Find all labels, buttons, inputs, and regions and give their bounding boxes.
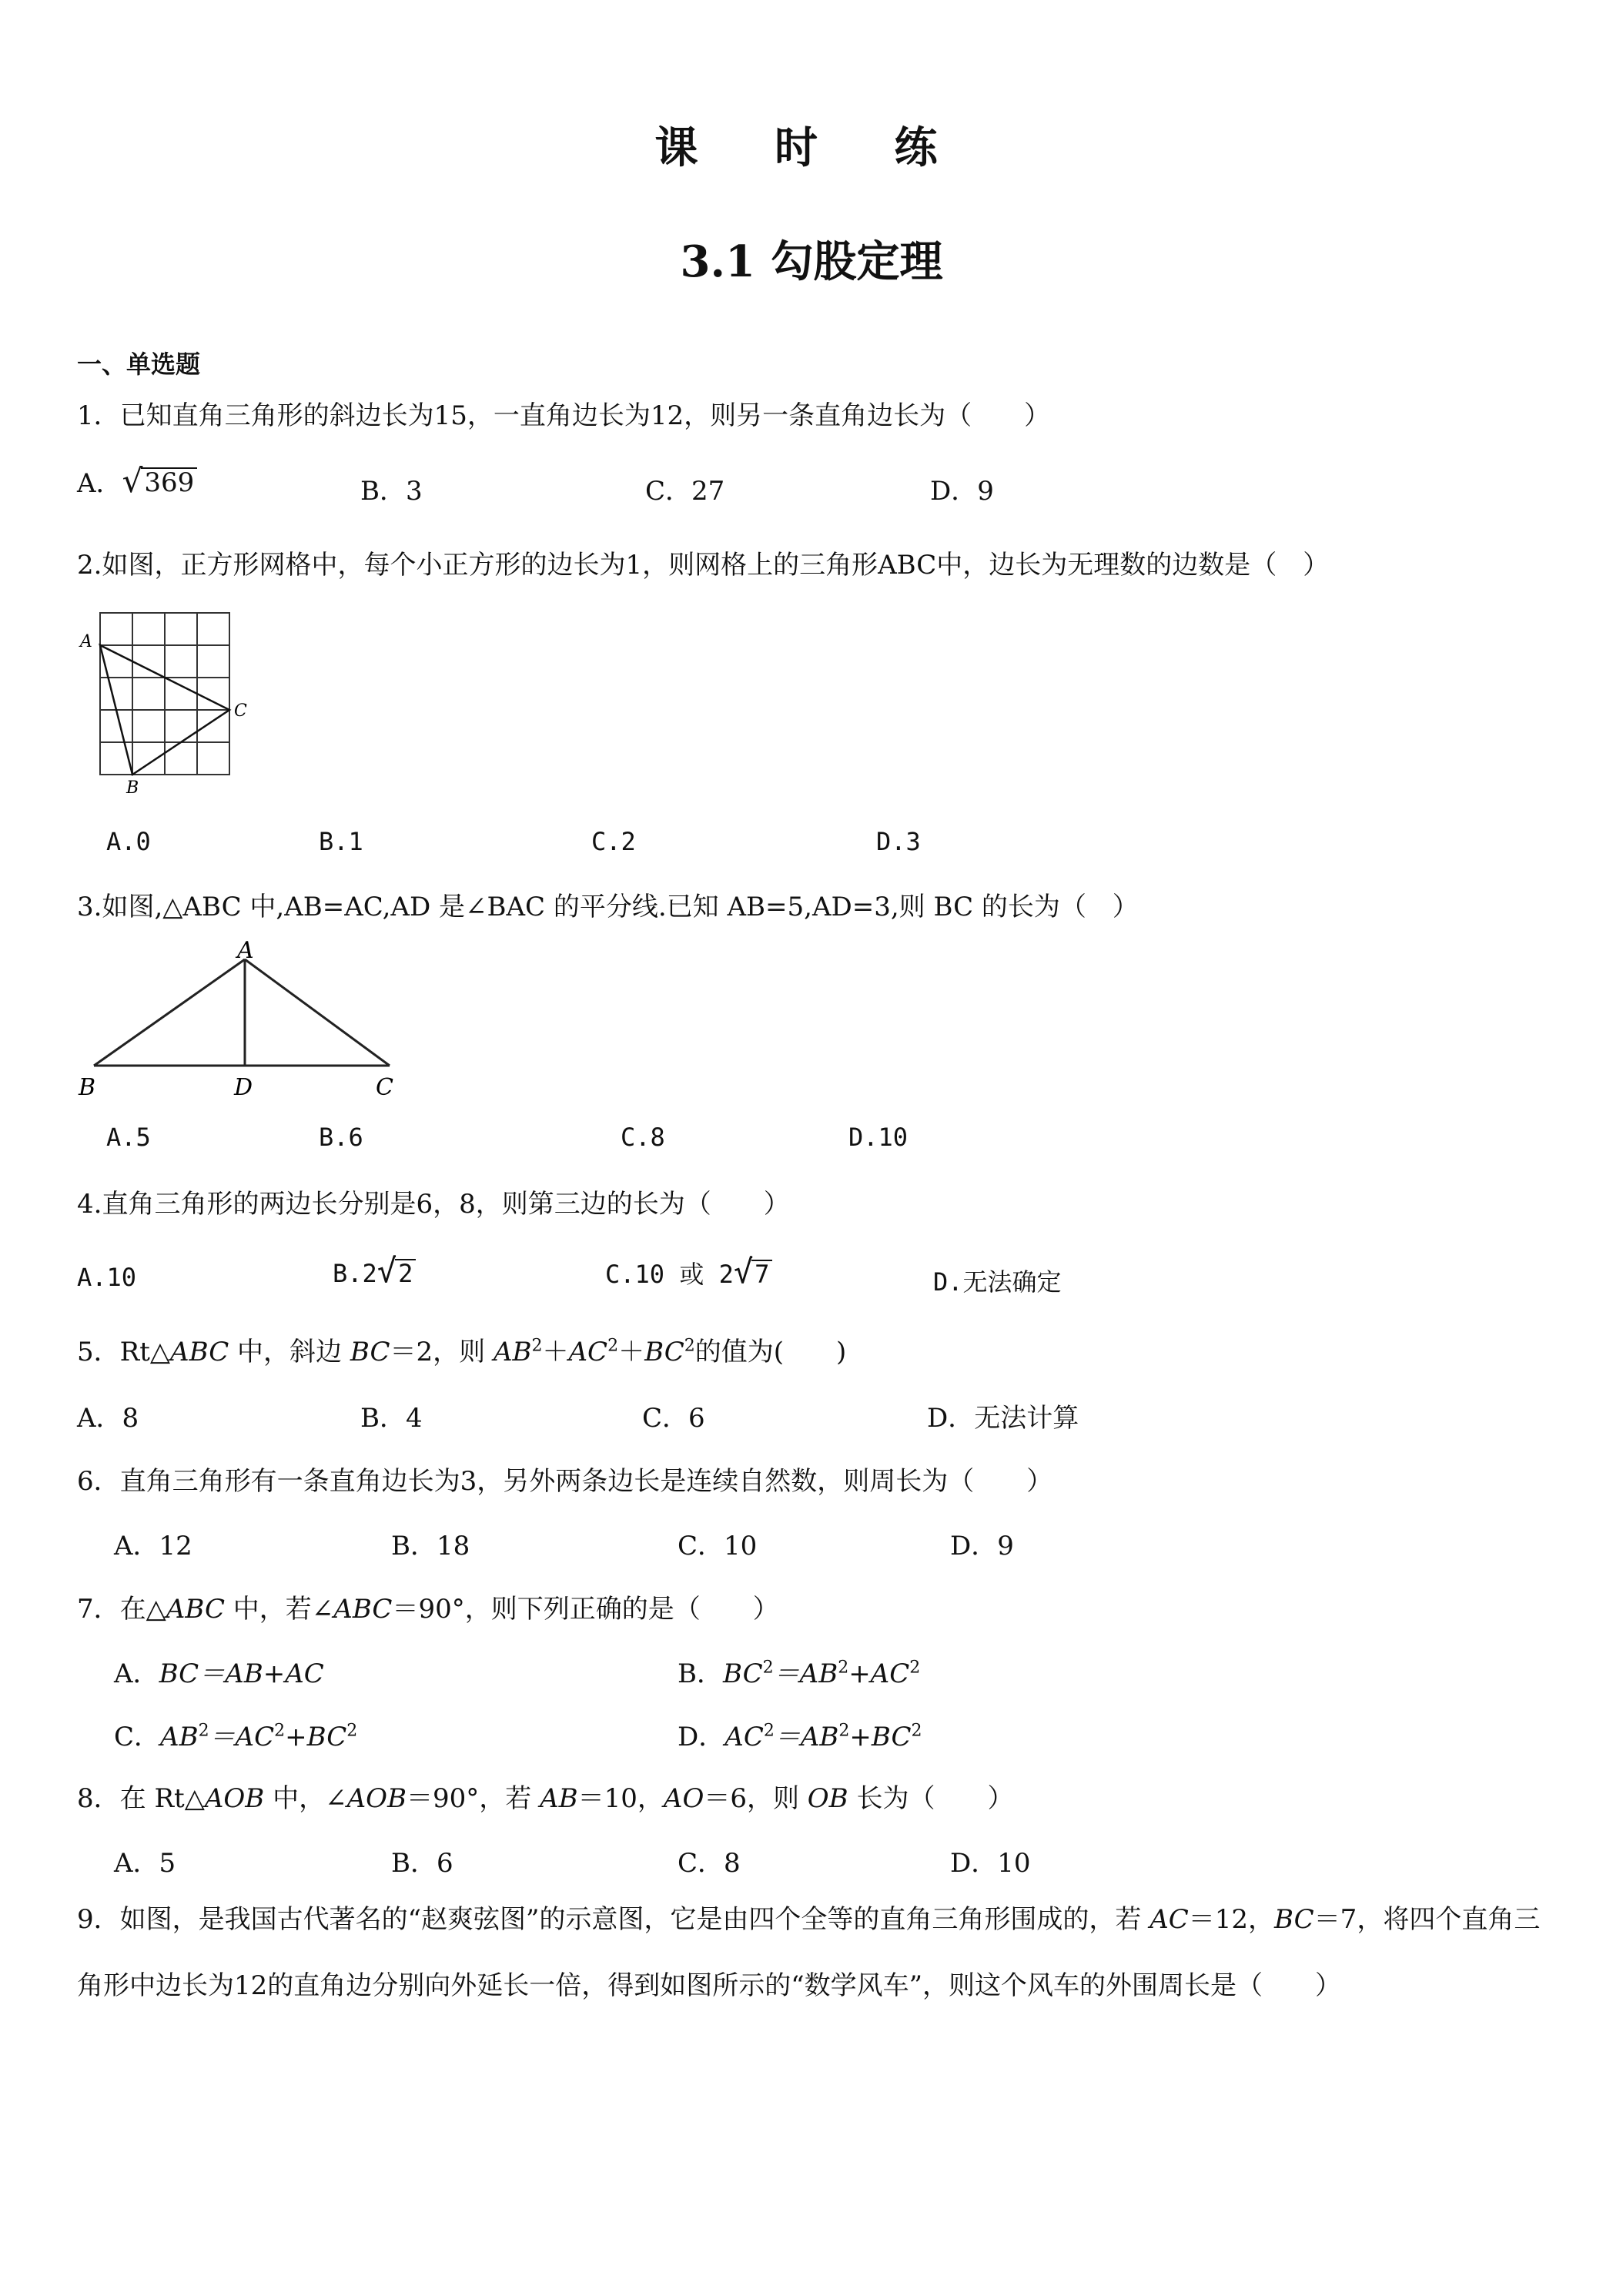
question-7-option-a: A．BC＝AB+AC xyxy=(114,1658,324,1689)
question-7-stem: 7．在△ABC 中，若∠ABC＝90°，则下列正确的是（ ） xyxy=(77,1594,779,1625)
figure-label-c: C xyxy=(234,701,247,721)
grid-triangle-figure xyxy=(74,608,274,798)
question-6-option-d: D．9 xyxy=(950,1531,1014,1561)
question-2-option-a: A.0 xyxy=(106,827,151,856)
question-3-option-d: D.10 xyxy=(848,1123,909,1152)
question-5-option-d: D．无法计算 xyxy=(927,1403,1079,1434)
question-5-option-c: C．6 xyxy=(642,1403,705,1434)
figure-label-a: A xyxy=(80,632,92,651)
isosceles-triangle-figure xyxy=(74,937,413,1110)
question-6-option-a: A．12 xyxy=(114,1531,192,1561)
figure-label-b: B xyxy=(79,1074,96,1101)
question-8-option-a: A．5 xyxy=(114,1848,176,1879)
question-7-option-b: B．$BC^2=AB^2+AC^2$ xyxy=(678,1658,921,1689)
page-subtitle: 3.1 勾股定理 xyxy=(680,236,943,287)
question-1-option-a: A． √ 369 xyxy=(77,462,197,500)
question-7-option-d: D．$AC^2=AB^2+BC^2$ xyxy=(678,1721,922,1752)
question-1-option-d: D．9 xyxy=(930,476,994,507)
question-3-stem: 3.如图,△ABC 中,AB=AC,AD 是∠BAC 的平分线.已知 AB=5,AD=3,则 BC 的长为（ ） xyxy=(77,892,1139,922)
question-3-option-c: C.8 xyxy=(621,1123,665,1152)
figure-label-b: B xyxy=(126,778,139,798)
question-8-stem: 8．在 Rt△AOB 中，∠AOB＝90°，若 AB＝10，AO＝6，则 OB 长为（ ） xyxy=(77,1783,1014,1814)
question-5-stem: 5．Rt△ABC 中，斜边 BC＝2，则 $AB^2+AC^2+BC^2$的值为( ) xyxy=(77,1336,847,1367)
question-9-stem: 9．如图，是我国古代著名的“赵爽弦图”的示意图，它是由四个全等的直角三角形围成的，若 AC＝12，BC＝7，将四个直角三角形中边长为12的直角边分别向外延长一倍，得到如图所示的“数学风车”，则这个风车的外围周长是（ ） xyxy=(77,1904,1541,2001)
question-5-option-a: A．8 xyxy=(77,1403,139,1434)
question-2-option-d: D.3 xyxy=(876,827,921,856)
question-1-option-b: B．3 xyxy=(360,476,423,507)
question-2-option-b: B.1 xyxy=(319,827,363,856)
question-7-option-c: C．$AB^2=AC^2+BC^2$ xyxy=(114,1721,358,1752)
page-title: 课 时 练 xyxy=(654,122,969,173)
question-3-option-a: A.5 xyxy=(106,1123,151,1152)
figure-label-a: A xyxy=(237,937,254,964)
question-4-stem: 4.直角三角形的两边长分别是6，8，则第三边的长为（ ） xyxy=(77,1189,790,1220)
question-2-option-c: C.2 xyxy=(591,827,636,856)
question-4-option-a: A.10 xyxy=(77,1263,137,1292)
section-title: 一、单选题 xyxy=(77,350,201,379)
question-3-option-b: B.6 xyxy=(319,1123,363,1152)
figure-label-c: C xyxy=(376,1074,393,1101)
question-2-stem: 2.如图，正方形网格中，每个小正方形的边长为1，则网格上的三角形ABC中，边长为无理数的边数是（ ） xyxy=(77,550,1330,581)
question-5-option-b: B．4 xyxy=(360,1403,423,1434)
question-4-option-b: B.2 √ 2 xyxy=(333,1255,416,1288)
question-8-option-c: C．8 xyxy=(678,1848,741,1879)
question-6-option-b: B．18 xyxy=(391,1531,470,1561)
question-8-option-b: B．6 xyxy=(391,1848,453,1879)
question-1-stem: 1．已知直角三角形的斜边长为15，一直角边长为12，则另一条直角边长为（ ） xyxy=(77,400,1051,431)
question-6-stem: 6．直角三角形有一条直角边长为3，另外两条边长是连续自然数，则周长为（ ） xyxy=(77,1466,1053,1497)
question-4-option-d: D.无法确定 xyxy=(933,1267,1062,1297)
question-8-option-d: D．10 xyxy=(950,1848,1031,1879)
figure-label-d: D xyxy=(234,1074,253,1101)
question-4-option-c: C.10 或 2 √ 7 xyxy=(605,1255,772,1290)
question-1-option-c: C．27 xyxy=(645,476,725,507)
question-6-option-c: C．10 xyxy=(678,1531,758,1561)
